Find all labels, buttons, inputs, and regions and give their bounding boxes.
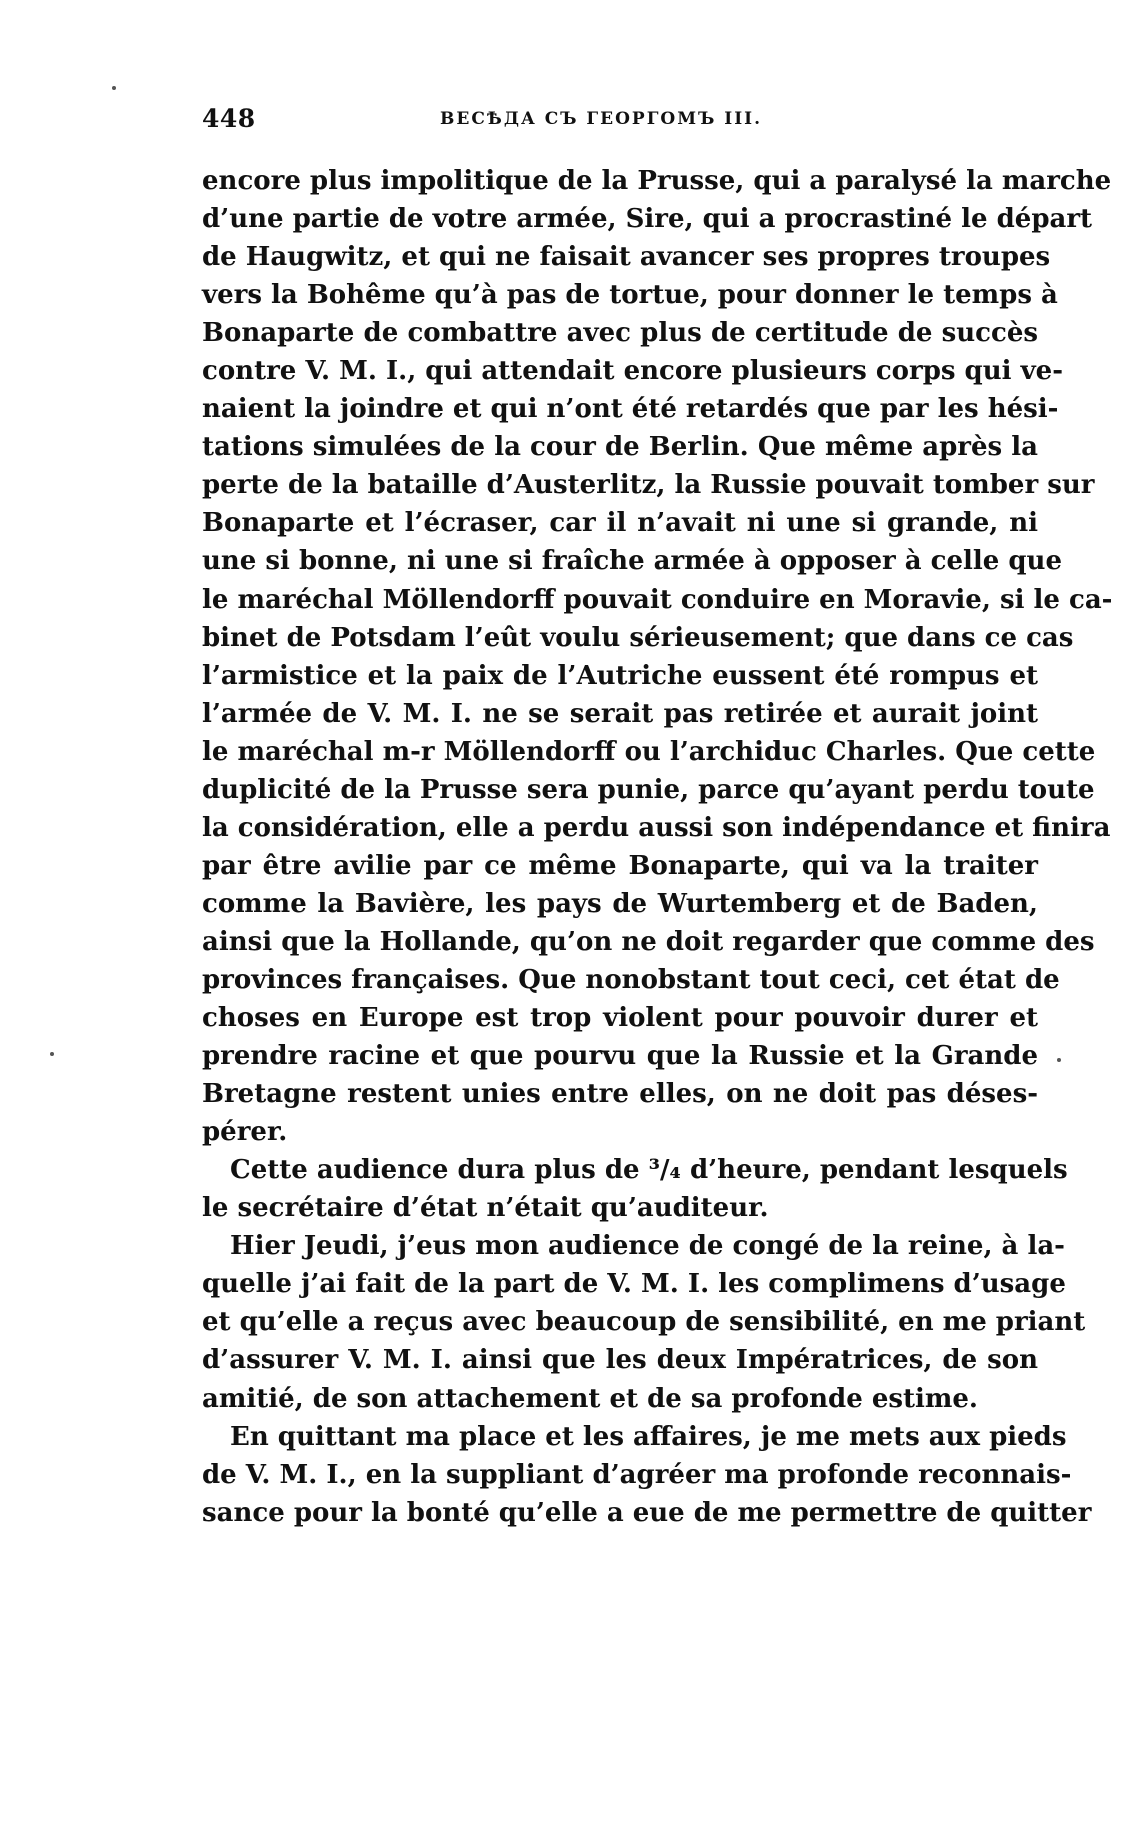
text-line: duplicité de la Prusse sera punie, parce qu’ayant perdu toute	[202, 774, 1095, 805]
scan-speck	[112, 86, 116, 90]
text-line: Hier Jeudi, j’eus mon audience de congé de la reine, à la-	[230, 1231, 1065, 1262]
text-line: une si bonne, ni une si fraîche armée à opposer à celle que	[202, 546, 1062, 577]
text-line: Bonaparte de combattre avec plus de certitude de succès	[202, 318, 1038, 349]
paragraph-3	[202, 1227, 1086, 1417]
running-head: ВЕСѢДА СЪ ГЕОРГОМЪ III.	[440, 109, 763, 129]
text-line: sance pour la bonté qu’elle a eue de me permettre de quitter	[202, 1497, 1092, 1528]
text-line: En quittant ma place et les affaires, je me mets aux pieds	[230, 1421, 1067, 1452]
text-line: vers la Bohême qu’à pas de tortue, pour donner le temps à	[202, 280, 1058, 311]
text-line: de Haugwitz, et qui ne faisait avancer ses propres troupes	[202, 242, 1051, 273]
text-line: Cette audience dura plus de ³/₄ d’heure, pendant lesquels	[230, 1155, 1068, 1186]
text-line: et qu’elle a reçus avec beaucoup de sensibilité, en me priant	[202, 1307, 1086, 1338]
text-line: comme la Bavière, les pays de Wurtemberg et de Baden,	[202, 888, 1038, 919]
paragraph-4	[202, 1418, 1092, 1532]
text-line: d’assurer V. M. I. ainsi que les deux Impératrices, de son	[202, 1345, 1038, 1376]
body-text	[202, 162, 1113, 1532]
scan-speck	[50, 1052, 54, 1056]
text-line: perte de la bataille d’Austerlitz, la Russie pouvait tomber sur	[202, 470, 1095, 501]
text-line: Bonaparte et l’écraser, car il n’avait ni une si grande, ni	[202, 508, 1038, 539]
text-line: choses en Europe est trop violent pour pouvoir durer et	[202, 1003, 1038, 1034]
text-line: ainsi que la Hollande, qu’on ne doit regarder que comme des	[202, 926, 1095, 957]
text-line: le maréchal m-r Möllendorff ou l’archiduc Charles. Que cette	[202, 736, 1096, 767]
text-line: prendre racine et que pourvu que la Russie et la Grande	[202, 1041, 1038, 1072]
text-line: binet de Potsdam l’eût voulu sérieusement; que dans ce cas	[202, 622, 1074, 653]
text-line: naient la joindre et qui n’ont été retardés que par les hési-	[202, 394, 1059, 425]
text-line: de V. M. I., en la suppliant d’agréer ma profonde reconnais-	[202, 1459, 1072, 1490]
text-line: par être avilie par ce même Bonaparte, qui va la traiter	[202, 850, 1038, 881]
text-line: Bretagne restent unies entre elles, on ne doit pas déses-	[202, 1079, 1038, 1110]
text-line: l’armistice et la paix de l’Autriche eussent été rompus et	[202, 660, 1038, 691]
text-line: tations simulées de la cour de Berlin. Que même après la	[202, 432, 1038, 463]
page-number: 448	[202, 104, 256, 133]
text-line: provinces françaises. Que nonobstant tout ceci, cet état de	[202, 964, 1060, 995]
paragraph-1	[202, 162, 1113, 1151]
text-line: la considération, elle a perdu aussi son indépendance et finira	[202, 812, 1111, 843]
text-line: encore plus impolitique de la Prusse, qui a paralysé la marche	[202, 166, 1112, 196]
text-line: contre V. M. I., qui attendait encore plusieurs corps qui ve-	[202, 356, 1064, 387]
page-header	[202, 104, 1032, 138]
text-line: d’une partie de votre armée, Sire, qui a procrastiné le départ	[202, 204, 1093, 235]
text-line: le secrétaire d’état n’était qu’auditeur.	[202, 1193, 769, 1224]
text-line: le maréchal Möllendorff pouvait conduire en Moravie, si le ca-	[202, 584, 1113, 615]
text-line: pérer.	[202, 1117, 288, 1148]
scan-speck	[1057, 1058, 1061, 1062]
paragraph-2	[202, 1151, 1068, 1227]
text-line: amitié, de son attachement et de sa profonde estime.	[202, 1383, 978, 1414]
text-line: l’armée de V. M. I. ne se serait pas retirée et aurait joint	[202, 698, 1038, 729]
text-line: quelle j’ai fait de la part de V. M. I. les complimens d’usage	[202, 1269, 1066, 1300]
